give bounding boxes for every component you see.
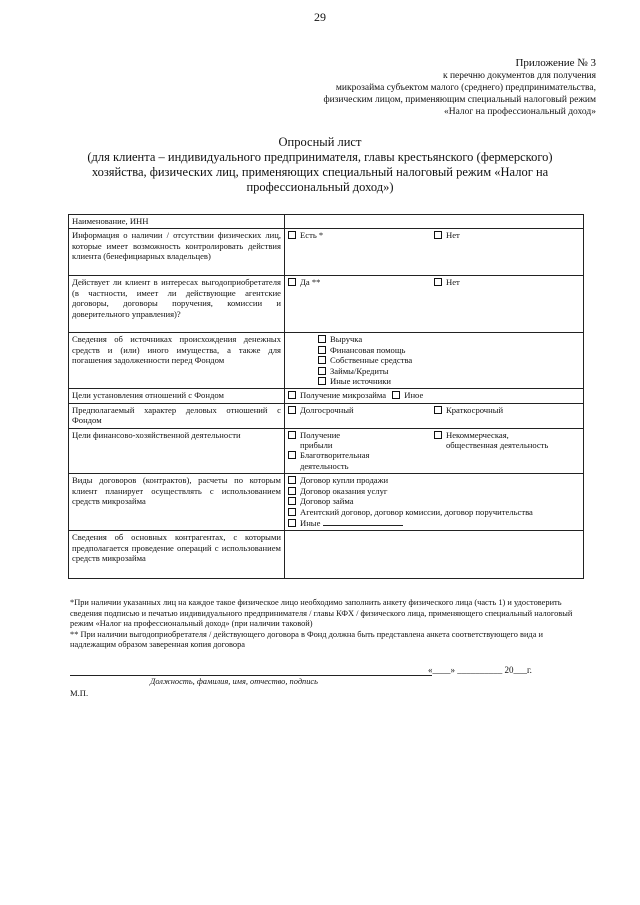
checkbox-icon[interactable] [288, 487, 296, 495]
option-financial-aid[interactable] [318, 345, 580, 355]
row-relationship-goals [69, 389, 584, 403]
option-label: Получение [300, 429, 341, 440]
checkbox-icon[interactable] [288, 278, 296, 286]
option-profit[interactable] [288, 430, 434, 451]
option-no[interactable] [434, 230, 580, 240]
option-own-funds[interactable] [318, 355, 580, 365]
option-non-commercial[interactable] [434, 430, 580, 451]
questionnaire-table [68, 214, 584, 579]
option-label: деятельность [300, 460, 349, 471]
checkbox-icon[interactable] [318, 346, 326, 354]
appendix-header [236, 56, 596, 118]
option-charity[interactable] [288, 450, 580, 471]
option-label: Краткосрочный [446, 404, 504, 415]
page-number: 29 [314, 10, 326, 24]
options-beneficiary-acting [285, 276, 584, 333]
appendix-line: к перечню документов для получения [442, 71, 596, 81]
row-beneficiaries [69, 229, 584, 276]
field-name-inn[interactable] [285, 215, 584, 229]
checkbox-icon[interactable] [288, 391, 296, 399]
signature-caption: Должность, фамилия, имя, отчество, подпись [150, 677, 318, 686]
label-name-inn: Наименование, ИНН [69, 215, 285, 229]
option-agency-contract[interactable] [288, 507, 580, 517]
option-label: Долгосрочный [300, 404, 354, 415]
option-label: Нет [446, 277, 460, 288]
option-label: Договор оказания услуг [300, 485, 388, 496]
footnotes [70, 598, 586, 651]
row-name-inn [69, 215, 584, 229]
option-label: Финансовая помощь [330, 344, 406, 355]
option-yes[interactable] [288, 277, 434, 287]
appendix-title: Приложение № 3 [515, 57, 596, 69]
footnote-1: *При наличии указанных лиц на каждое такое физическое лицо необходимо заполнить анкету физического лица (часть 1) и удостоверить сведения подписью и печатью индивидуального предпринимателя / главы КФХ / физического лица, применяющего специальный налоговый режим «Налог на профессиональный доход» (при наличии таковой) [70, 598, 573, 629]
row-beneficiary-acting [69, 276, 584, 333]
option-label: Собственные средства [330, 355, 413, 366]
signature-row [70, 665, 586, 679]
appendix-line: «Налог на профессиональный доход» [444, 107, 596, 117]
checkbox-icon[interactable] [288, 231, 296, 239]
option-label: Есть * [300, 230, 324, 241]
option-label: Займы/Кредиты [330, 365, 389, 376]
appendix-line: физическим лицом, применяющим специальный налоговый режим [323, 95, 596, 105]
checkbox-icon[interactable] [318, 367, 326, 375]
checkbox-icon[interactable] [434, 431, 442, 439]
options-beneficiaries [285, 229, 584, 276]
option-label: Договор займа [300, 496, 354, 507]
row-contract-types [69, 474, 584, 531]
checkbox-icon[interactable] [288, 431, 296, 439]
checkbox-icon[interactable] [434, 231, 442, 239]
label-counterparties: Сведения об основных контрагентах, с которыми предполагается проведение операций с использованием средств микрозайма [69, 531, 285, 579]
option-label: Агентский договор, договор комиссии, договор поручительства [300, 506, 533, 517]
checkbox-icon[interactable] [318, 335, 326, 343]
checkbox-icon[interactable] [288, 519, 296, 527]
option-other-sources[interactable] [318, 376, 580, 386]
checkbox-icon[interactable] [288, 508, 296, 516]
checkbox-icon[interactable] [318, 356, 326, 364]
option-label: Благотворительная [300, 450, 370, 461]
checkbox-icon[interactable] [288, 406, 296, 414]
checkbox-icon[interactable] [288, 497, 296, 505]
option-label: общественная деятельность [446, 440, 549, 451]
option-sale-contract[interactable] [288, 475, 580, 485]
option-label: Некоммерческая, [446, 429, 509, 440]
appendix-line: микрозайма субъектом малого (среднего) предпринимательства, [335, 83, 596, 93]
field-counterparties[interactable] [285, 531, 584, 579]
options-activity-goals [285, 428, 584, 474]
row-relationship-nature [69, 403, 584, 428]
option-loan-contract[interactable] [288, 496, 580, 506]
option-short-term[interactable] [434, 405, 580, 415]
label-relationship-nature: Предполагаемый характер деловых отношений с Фондом [69, 403, 285, 428]
option-other[interactable] [392, 390, 423, 400]
checkbox-icon[interactable] [288, 451, 296, 459]
option-label: Да ** [300, 277, 321, 288]
other-contract-input-line[interactable] [323, 517, 403, 526]
options-relationship-goals [285, 389, 584, 403]
date-field[interactable]: «____» __________ 20___г. [428, 665, 532, 675]
options-relationship-nature [285, 403, 584, 428]
option-other-contract[interactable] [288, 517, 580, 528]
option-label: Договор купли продажи [300, 475, 389, 486]
label-funds-sources: Сведения об источниках происхождения денежных средств и (или) иного имущества, а также для погашения задолженности перед Фондом [69, 333, 285, 389]
footnote-2: ** При наличии выгодоприобретателя / действующего договора в Фонд должна быть представлена анкета соответствующего вида и надлежащим образом заверенная копия договора [70, 629, 543, 650]
label-beneficiary-acting: Действует ли клиент в интересах выгодоприобретателя (в частности, имеет ли действующие агентские договоры, договоры поручения, комиссии и доверительного управления)? [69, 276, 285, 333]
checkbox-icon[interactable] [318, 377, 326, 385]
title-main: Опросный лист [278, 135, 362, 149]
stamp-place: М.П. [70, 688, 89, 698]
option-label: Выручка [330, 334, 363, 345]
options-funds-sources [285, 333, 584, 389]
label-relationship-goals: Цели установления отношений с Фондом [69, 389, 285, 403]
option-microloan[interactable] [288, 390, 386, 400]
options-contract-types [285, 474, 584, 531]
option-long-term[interactable] [288, 405, 434, 415]
option-label: Иные источники [330, 376, 391, 387]
option-label: Иные [300, 517, 321, 528]
option-label: Иное [404, 390, 424, 401]
form-title [70, 135, 570, 195]
checkbox-icon[interactable] [288, 476, 296, 484]
option-revenue[interactable] [318, 334, 580, 344]
option-label: Нет [446, 230, 460, 241]
option-label: Получение микрозайма [300, 390, 387, 401]
row-funds-sources [69, 333, 584, 389]
option-yes[interactable] [288, 230, 434, 240]
label-activity-goals: Цели финансово-хозяйственной деятельности [69, 428, 285, 474]
option-service-contract[interactable] [288, 486, 580, 496]
checkbox-icon[interactable] [392, 391, 400, 399]
checkbox-icon[interactable] [434, 406, 442, 414]
option-loans[interactable] [318, 366, 580, 376]
label-beneficiaries: Информация о наличии / отсутствии физических лиц, которые имеет возможность контролировать действия клиента (бенефициарных владельцев) [69, 229, 285, 276]
title-subtitle: (для клиента – индивидуального предпринимателя, главы крестьянского (фермерского) [87, 150, 553, 164]
title-subtitle: хозяйства, физических лиц, применяющих специальный налоговый режим «Налог на [91, 165, 549, 179]
option-no[interactable] [434, 277, 580, 287]
option-label: прибыли [300, 440, 333, 451]
row-counterparties [69, 531, 584, 579]
signature-line[interactable] [70, 675, 432, 676]
title-subtitle: профессиональный доход») [246, 180, 394, 194]
label-contract-types: Виды договоров (контрактов), расчеты по которым клиент планирует осуществлять с использованием средств микрозайма [69, 474, 285, 531]
row-activity-goals [69, 428, 584, 474]
checkbox-icon[interactable] [434, 278, 442, 286]
